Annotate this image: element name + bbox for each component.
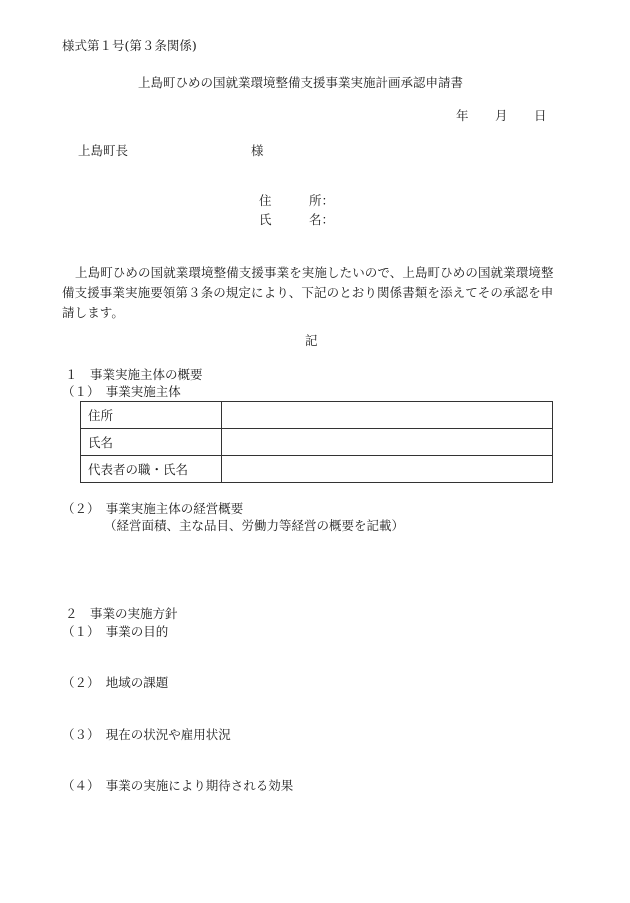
addressee-name: 上島町長 xyxy=(78,143,129,158)
date-month: 月 xyxy=(495,108,508,123)
ki-heading: 記 xyxy=(305,333,318,348)
form-number: 様式第１号(第３条関係) xyxy=(62,38,197,53)
table-value-name xyxy=(222,429,553,456)
section1-sub1: （１） 事業実施主体 xyxy=(62,384,181,399)
section2-heading: ２ 事業の実施方針 xyxy=(65,606,178,621)
addressee-honorific: 様 xyxy=(251,143,264,158)
entity-info-table xyxy=(80,401,553,483)
document-title: 上島町ひめの国就業環境整備支援事業実施計画承認申請書 xyxy=(138,75,464,90)
table-row xyxy=(81,456,553,483)
section1-heading: １ 事業実施主体の概要 xyxy=(65,367,203,382)
table-value-representative xyxy=(222,456,553,483)
date-day: 日 xyxy=(534,108,547,123)
table-row xyxy=(81,402,553,429)
section2-item-2: （２） 地域の課題 xyxy=(62,675,169,690)
applicant-address-label: 住 所： xyxy=(259,193,335,208)
table-label-name: 氏名 xyxy=(81,429,222,456)
table-label-representative: 代表者の職・氏名 xyxy=(81,456,222,483)
table-label-address: 住所 xyxy=(81,402,222,429)
date-year: 年 xyxy=(456,108,469,123)
section2-item-1: （１） 事業の目的 xyxy=(62,624,169,639)
body-text: 上島町ひめの国就業環境整備支援事業を実施したいので、上島町ひめの国就業環境整備支援事業実施要領第３条の規定により、下記のとおり関係書類を添えてその承認を申請します。 xyxy=(62,265,554,320)
section2-item-3: （３） 現在の状況や雇用状況 xyxy=(62,727,231,742)
table-value-address xyxy=(222,402,553,429)
table-row xyxy=(81,429,553,456)
section1-sub2: （２） 事業実施主体の経営概要 xyxy=(62,501,244,516)
section1-sub2-note: （経営面積、主な品目、労働力等経営の概要を記載） xyxy=(104,518,405,533)
section2-item-4: （４） 事業の実施により期待される効果 xyxy=(62,778,294,793)
applicant-name-label: 氏 名： xyxy=(259,212,335,227)
